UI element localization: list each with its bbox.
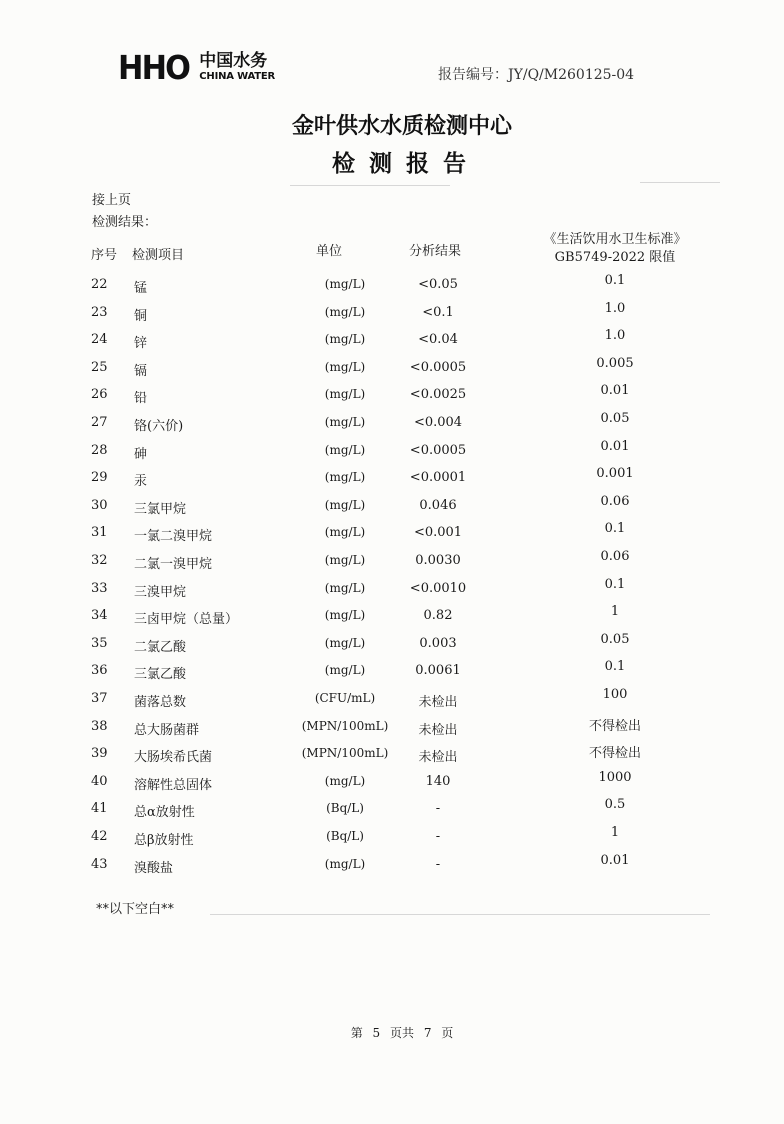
row-standard-limit: 0.1 — [604, 659, 626, 674]
row-test-item: 三氯甲烷 — [134, 502, 187, 517]
document-title: 检测报告 — [332, 151, 480, 177]
table-row — [0, 549, 784, 575]
row-result: 0.0030 — [415, 553, 461, 568]
logo-text — [199, 50, 276, 82]
table-row — [0, 494, 784, 520]
row-unit: (mg/L) — [324, 470, 366, 484]
row-test-item: 一氯二溴甲烷 — [134, 529, 213, 544]
row-result: 未检出 — [418, 723, 458, 738]
row-result: 0.003 — [419, 636, 457, 651]
table-row — [0, 746, 784, 768]
row-standard-limit: 1 — [610, 825, 620, 840]
row-unit: (mg/L) — [324, 360, 366, 374]
row-number: 43 — [91, 857, 108, 872]
table-row — [0, 466, 784, 492]
row-test-item: 镉 — [134, 364, 148, 379]
header-standard-code: GB5749-2022 限值 — [554, 250, 676, 265]
row-number: 30 — [91, 498, 108, 513]
row-test-item: 溴酸盐 — [134, 861, 174, 876]
row-test-item: 二氯一溴甲烷 — [134, 557, 213, 572]
row-result: <0.004 — [413, 415, 463, 430]
row-unit: (mg/L) — [324, 443, 366, 457]
row-test-item: 总α放射性 — [134, 805, 195, 820]
row-result: 0.0061 — [415, 663, 461, 678]
china-water-logo — [118, 47, 276, 87]
row-unit: (mg/L) — [324, 636, 366, 650]
row-unit: (mg/L) — [324, 774, 366, 788]
row-standard-limit: 0.01 — [600, 853, 630, 868]
row-standard-limit: 1.0 — [604, 301, 626, 316]
table-row — [0, 521, 784, 547]
table-row — [0, 356, 784, 382]
row-standard-limit: 0.005 — [596, 356, 634, 371]
row-standard-limit: 0.06 — [600, 494, 630, 509]
row-result: 未检出 — [418, 750, 458, 765]
row-number: 29 — [91, 470, 108, 485]
table-row — [0, 632, 784, 658]
row-unit: (mg/L) — [324, 332, 366, 346]
row-number: 42 — [91, 829, 108, 844]
row-test-item: 锰 — [134, 281, 148, 296]
row-standard-limit: 不得检出 — [588, 746, 641, 761]
row-test-item: 总β放射性 — [134, 833, 194, 848]
row-standard-limit: 0.001 — [596, 466, 634, 481]
row-number: 39 — [91, 746, 108, 761]
row-number: 26 — [91, 387, 108, 402]
row-number: 36 — [91, 663, 108, 678]
row-number: 40 — [91, 774, 108, 789]
table-row — [0, 770, 784, 796]
row-result: - — [435, 801, 441, 816]
row-number: 31 — [91, 525, 108, 540]
row-result: <0.0010 — [409, 581, 467, 596]
table-row — [0, 659, 784, 685]
scan-artifact-line — [640, 182, 720, 183]
page-number: 第 5 页共 7 页 — [350, 1026, 454, 1040]
row-number: 25 — [91, 360, 108, 375]
row-standard-limit: 0.1 — [604, 521, 626, 536]
row-test-item: 三卤甲烷（总量） — [134, 612, 239, 627]
header-result: 分析结果 — [409, 244, 462, 259]
row-result: - — [435, 857, 441, 872]
row-test-item: 铅 — [134, 391, 148, 406]
row-test-item: 总大肠菌群 — [134, 723, 200, 738]
row-result: 0.82 — [423, 608, 453, 623]
row-test-item: 三氯乙酸 — [134, 667, 187, 682]
row-test-item: 大肠埃希氏菌 — [134, 750, 213, 765]
row-test-item: 铬(六价) — [134, 419, 184, 434]
row-standard-limit: 0.1 — [604, 273, 626, 288]
header-test-item: 检测项目 — [132, 248, 185, 263]
row-number: 35 — [91, 636, 108, 651]
row-unit: (CFU/mL) — [314, 691, 376, 705]
row-result: <0.1 — [422, 305, 454, 320]
row-result: - — [435, 829, 441, 844]
logo-chinese-name: 中国水务 — [199, 50, 268, 71]
row-number: 22 — [91, 277, 108, 292]
table-row — [0, 411, 784, 437]
row-standard-limit: 1.0 — [604, 328, 626, 343]
row-unit: (Bq/L) — [326, 801, 364, 815]
row-unit: (MPN/100mL) — [301, 746, 389, 760]
row-standard-limit: 0.01 — [600, 383, 630, 398]
row-test-item: 铜 — [134, 309, 148, 324]
row-unit: (mg/L) — [324, 663, 366, 677]
row-test-item: 三溴甲烷 — [134, 585, 187, 600]
row-unit: (mg/L) — [324, 553, 366, 567]
row-number: 28 — [91, 443, 108, 458]
row-standard-limit: 0.01 — [600, 439, 630, 454]
table-row — [0, 797, 784, 823]
row-number: 24 — [91, 332, 108, 347]
row-standard-limit: 0.1 — [604, 577, 626, 592]
row-result: <0.0001 — [409, 470, 467, 485]
header-number: 序号 — [91, 248, 118, 263]
row-unit: (mg/L) — [324, 857, 366, 871]
row-standard-limit: 1 — [610, 604, 620, 619]
row-test-item: 菌落总数 — [134, 695, 187, 710]
table-row — [0, 853, 784, 879]
row-result: <0.04 — [418, 332, 458, 347]
row-number: 38 — [91, 719, 108, 734]
row-test-item: 砷 — [134, 447, 148, 462]
row-standard-limit: 100 — [602, 687, 628, 702]
table-row — [0, 577, 784, 603]
table-row — [0, 383, 784, 409]
row-result: <0.05 — [418, 277, 458, 292]
row-unit: (mg/L) — [324, 277, 366, 291]
table-row — [0, 825, 784, 851]
row-number: 23 — [91, 305, 108, 320]
row-result: 0.046 — [419, 498, 457, 513]
header-unit: 单位 — [316, 244, 343, 259]
row-unit: (mg/L) — [324, 581, 366, 595]
table-row — [0, 273, 784, 299]
table-row — [0, 439, 784, 465]
row-standard-limit: 0.06 — [600, 549, 630, 564]
row-result: <0.0005 — [409, 443, 467, 458]
row-number: 37 — [91, 691, 108, 706]
continued-label: 接上页 — [92, 193, 132, 208]
table-row — [0, 604, 784, 630]
row-standard-limit: 0.05 — [600, 411, 630, 426]
row-standard-limit: 0.05 — [600, 632, 630, 647]
row-test-item: 溶解性总固体 — [134, 778, 213, 793]
row-test-item: 汞 — [134, 474, 148, 489]
row-test-item: 锌 — [134, 336, 148, 351]
report-number: 报告编号：JY/Q/M260125-04 — [438, 67, 635, 83]
row-result: 140 — [425, 774, 451, 789]
row-unit: (mg/L) — [324, 525, 366, 539]
row-unit: (Bq/L) — [326, 829, 364, 843]
scan-artifact-line — [290, 185, 450, 186]
table-row — [0, 328, 784, 354]
row-unit: (mg/L) — [324, 498, 366, 512]
blank-below-note: **以下空白** — [96, 902, 175, 917]
row-unit: (MPN/100mL) — [301, 719, 389, 733]
row-result: 未检出 — [418, 695, 458, 710]
row-unit: (mg/L) — [324, 608, 366, 622]
row-number: 32 — [91, 553, 108, 568]
logo-english-name: CHINA WATER — [199, 70, 276, 82]
row-number: 27 — [91, 415, 108, 430]
row-standard-limit: 不得检出 — [588, 719, 641, 734]
row-result: <0.001 — [413, 525, 463, 540]
row-unit: (mg/L) — [324, 305, 366, 319]
scan-artifact-line — [210, 914, 710, 915]
organization-title: 金叶供水水质检测中心 — [291, 114, 512, 139]
row-number: 41 — [91, 801, 108, 816]
row-standard-limit: 1000 — [598, 770, 632, 785]
logo-mark: HHO — [118, 47, 190, 87]
results-label: 检测结果： — [92, 215, 158, 230]
row-standard-limit: 0.5 — [604, 797, 626, 812]
row-number: 33 — [91, 581, 108, 596]
table-row — [0, 301, 784, 327]
row-unit: (mg/L) — [324, 387, 366, 401]
row-test-item: 二氯乙酸 — [134, 640, 187, 655]
header-standard-name: 《生活饮用水卫生标准》 — [543, 232, 687, 247]
row-result: <0.0005 — [409, 360, 467, 375]
table-row — [0, 687, 784, 713]
table-row — [0, 719, 784, 741]
row-number: 34 — [91, 608, 108, 623]
row-unit: (mg/L) — [324, 415, 366, 429]
row-result: <0.0025 — [409, 387, 467, 402]
header-standard-limit — [520, 231, 710, 267]
